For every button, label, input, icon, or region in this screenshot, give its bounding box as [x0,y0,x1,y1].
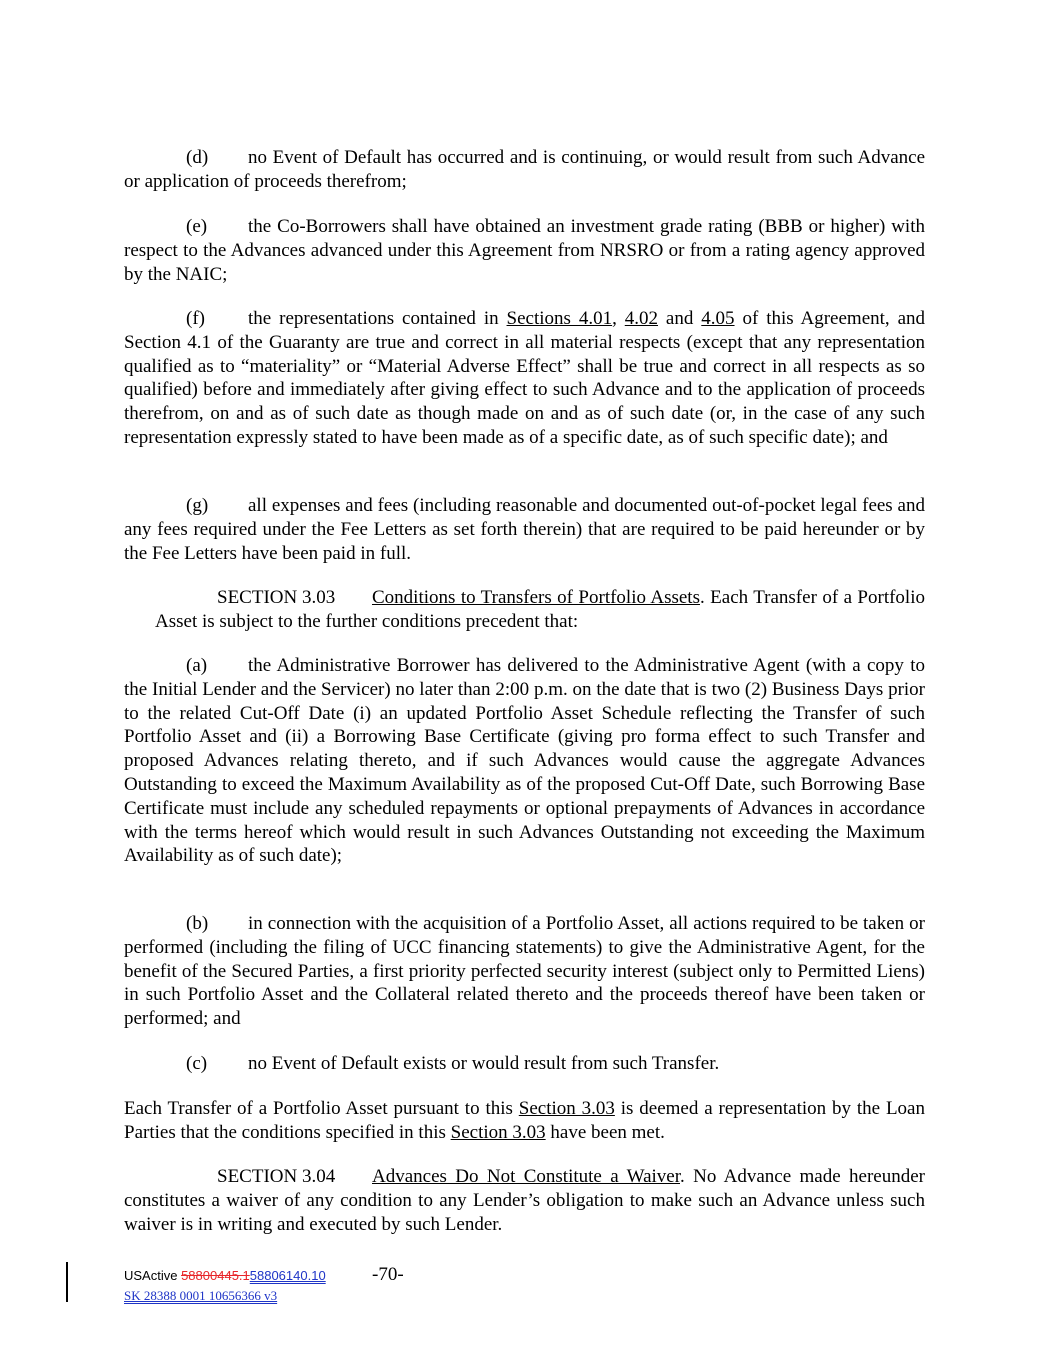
paragraph-text: the Co-Borrowers shall have obtained an investment grade rating (BBB or higher) with respect to the Advances advanced under this Agreement from NRSRO or from a rating agency approved by the NAIC; [124,216,925,285]
paragraph-d [124,146,925,194]
paragraph-text: all expenses and fees (including reasonable and documented out-of-pocket legal fees and any fees required under the Fee Letters as set forth therein) that are required to be paid hereunder or by the Fee Letters have been paid in full. [124,495,925,564]
change-bar [66,1262,68,1302]
paragraph-text: no Event of Default exists or would result from such Transfer. [248,1053,720,1074]
paragraph-text: is deemed a representation by the Loan Parties that the conditions specified in this [124,1098,925,1143]
paragraph-text: in connection with the acquisition of a Portfolio Asset, all actions required to be taken or performed (including the filing of UCC financing statements) to give the Administrative Agent, for the benefit of the Secured Parties, a first priority perfected security interest (subject only to Permitted Liens) in such Portfolio Asset and the Collateral related thereto and the proceeds thereof have been taken or performed; and [124,913,925,1030]
section-title: Advances Do Not Constitute a Waiver [372,1166,680,1187]
paragraph-label: (d) [186,147,209,168]
paragraph-text: have been met. [545,1121,665,1143]
section-text: . Each Transfer of a Portfolio Asset is subject to the further conditions precedent that: [155,587,925,632]
page-number: -70- [372,1264,404,1285]
paragraph-label: (a) [186,655,208,676]
sk-document-id: SK 28388 0001 10656366 v3 [124,1288,278,1303]
paragraph-text: Each Transfer of a Portfolio Asset pursuant to this [124,1098,519,1119]
paragraph-c [124,1052,925,1076]
section-3-03-heading [155,586,925,634]
paragraph-e [124,215,925,286]
separator-text: , [612,308,625,329]
paragraph-text: of this Agreement, and Section 4.1 of the Guaranty are true and correct in all material respects (except that any representation qualified as to “materiality” or “Material Adverse Effect” shall be true and correct in all respects as so qualified) before and immediately after giving effect to such Advance and to the application of proceeds therefrom, on and as of such date as though made on and as of such date (or, in the case of any such representation expressly stated to have been made as of a specific date, as of such specific date); and [124,308,926,448]
document-id-prefix: USActive [124,1268,182,1283]
paragraph-label: (g) [186,495,209,516]
paragraph-a [124,654,925,868]
inserted-document-id: 58806140.10 [249,1268,326,1283]
section-reference-link: Section 3.03 [450,1121,546,1143]
section-reference-link: Section 3.03 [518,1098,615,1119]
section-number: SECTION 3.03 [217,587,336,608]
section-reference-link: 4.05 [701,308,735,329]
separator-text: and [658,308,702,329]
section-3-04-heading [124,1165,925,1236]
section-number: SECTION 3.04 [217,1166,336,1187]
paragraph-label: (b) [186,913,209,934]
paragraph-text: the Administrative Borrower has delivered to the Administrative Agent (with a copy to the Initial Lender and the Servicer) no later than 2:00 p.m. on the date that is two (2) Business Days prior to the related Cut-Off Date (i) an updated Portfolio Asset Schedule reflecting the Transfer of such Portfolio Asset and (ii) a Borrowing Base Certificate (giving pro forma effect to such Transfer and proposed Advances relating thereto, and if such Advances would cause the aggregate Advances Outstanding to exceed the Maximum Availability as of the proposed Cut-Off Date, such Borrowing Base Certificate must include any scheduled repayments or optional prepayments of Advances in accordance with the terms hereof which would result in such Advances Outstanding not exceeding the Maximum Availability as of such date); [124,655,925,867]
document-id [124,1268,326,1283]
paragraph-text: no Event of Default has occurred and is continuing, or would result from such Advance or application of proceeds therefrom; [124,147,925,192]
section-text: . No Advance made hereunder constitutes a waiver of any condition to any Lender’s obligation to make such an Advance unless such waiver is in writing and executed by such Lender. [124,1166,925,1235]
paragraph-label: (c) [186,1053,208,1074]
paragraph-text: the representations contained in [248,308,507,329]
paragraph-label: (e) [186,216,208,237]
paragraph-g [124,494,925,565]
section-reference-link: 4.02 [624,308,659,329]
section-3-03-closing [124,1097,925,1145]
section-reference-link: Sections 4.01 [506,308,613,329]
paragraph-b [124,912,925,1031]
deleted-document-id: 58800445.1 [181,1268,250,1283]
paragraph-label: (f) [186,308,205,329]
section-title: Conditions to Transfers of Portfolio Assets [372,587,700,608]
paragraph-f [124,307,925,450]
